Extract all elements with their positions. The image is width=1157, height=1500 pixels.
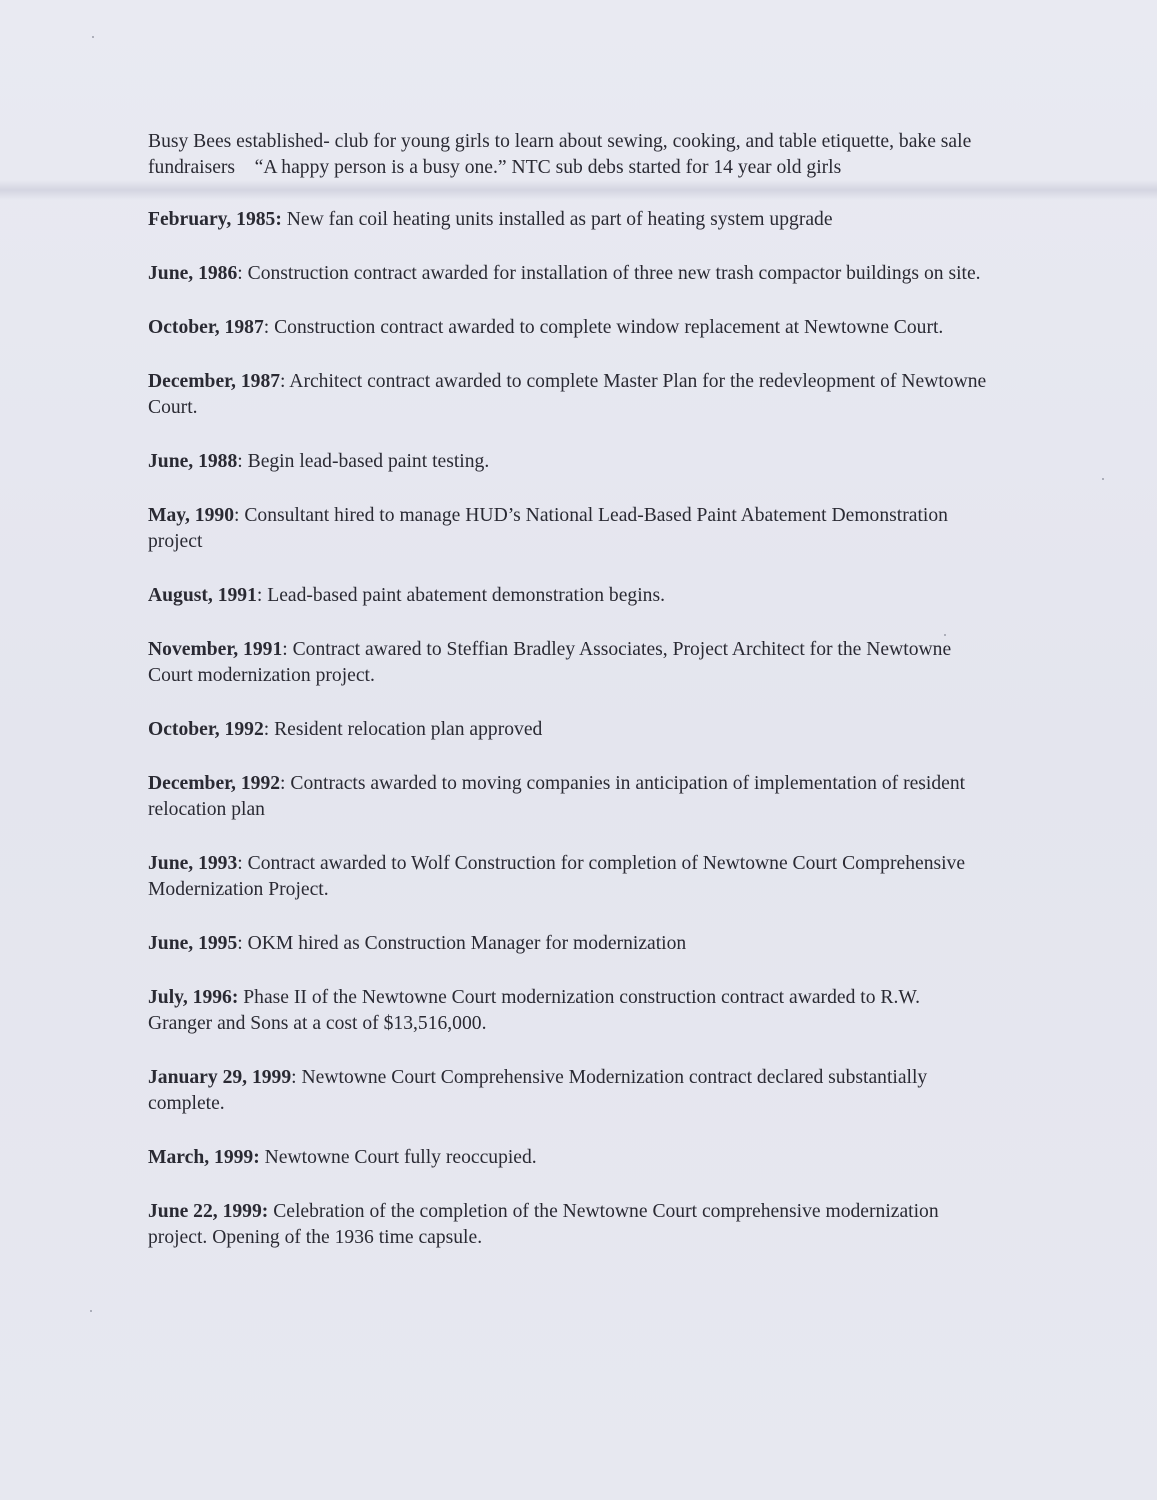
entry-date: August, 1991 [148,585,257,606]
entry-text: : Begin lead-based paint testing. [237,451,490,472]
timeline-entry [148,1145,988,1171]
entry-text: Celebration of the completion of the Newtowne Court comprehensive modernization project. Opening of the 1936 time capsule. [148,1201,939,1248]
entry-text: : Newtowne Court Comprehensive Modernization contract declared substantially complete. [148,1067,928,1114]
entry-text: : Contract awared to Steffian Bradley Associates, Project Architect for the Newtowne Court modernization project. [148,639,952,686]
timeline-entry [148,851,988,903]
scan-speck [90,1310,92,1312]
entry-text: : Resident relocation plan approved [263,719,543,740]
entry-date: March, 1999: [148,1147,260,1168]
entry-date: July, 1996: [148,987,239,1008]
timeline-entry [148,717,988,743]
entry-date: June, 1993 [148,853,238,874]
entry-text: : Architect contract awarded to complete Master Plan for the redevleopment of Newtowne Court. [148,371,987,418]
entry-date: June 22, 1999: [148,1201,269,1222]
entry-text: : Construction contract awarded for installation of three new trash compactor buildings on site. [237,263,981,284]
timeline-entry [148,583,988,609]
entry-text: : OKM hired as Construction Manager for modernization [237,933,687,954]
entry-date: December, 1987 [148,371,281,392]
entry-text: New fan coil heating units installed as part of heating system upgrade [281,209,833,230]
entry-text: : Construction contract awarded to complete window replacement at Newtowne Court. [263,317,944,338]
timeline-entry [148,369,988,421]
entry-date: February, 1985: [148,209,282,230]
timeline-entry [148,503,988,555]
entry-date: October, 1992 [148,719,264,740]
entry-date: January 29, 1999 [148,1067,292,1088]
entry-text: : Contract awarded to Wolf Construction for completion of Newtowne Court Comprehensive Modernization Project. [148,853,966,900]
entry-text: Phase II of the Newtowne Court modernization construction contract awarded to R.W. Granger and Sons at a cost of $13,516,000. [148,987,920,1034]
entry-text: Newtowne Court fully reoccupied. [259,1147,537,1168]
timeline-entry [148,261,988,287]
entry-date: June, 1995 [148,933,238,954]
entry-text: : Lead-based paint abatement demonstration begins. [256,585,665,606]
entry-date: June, 1986 [148,263,238,284]
scan-speck [1102,478,1104,480]
entry-date: October, 1987 [148,317,264,338]
timeline-entry [148,207,988,233]
timeline-entry [148,1199,988,1251]
timeline-entry [148,985,988,1037]
scan-speck [92,36,94,38]
timeline-entry [148,637,988,689]
entry-date: December, 1992 [148,773,281,794]
entry-text: : Contracts awarded to moving companies in anticipation of implementation of resident relocation plan [148,773,966,820]
timeline-entry [148,1065,988,1117]
timeline-entry [148,931,988,957]
document-body [148,129,988,1279]
timeline-entry [148,771,988,823]
entry-date: May, 1990 [148,505,234,526]
intro-paragraph: Busy Bees established- club for young girls to learn about sewing, cooking, and table etiquette, bake sale fundraisers “A happy person is a busy one.” NTC sub debs started for 14 year old girls [148,131,972,178]
entry-date: June, 1988 [148,451,238,472]
entry-text: : Consultant hired to manage HUD’s National Lead-Based Paint Abatement Demonstration project [148,505,948,552]
timeline-entry [148,449,988,475]
timeline-list [148,207,988,1251]
entry-date: November, 1991 [148,639,283,660]
timeline-entry [148,315,988,341]
